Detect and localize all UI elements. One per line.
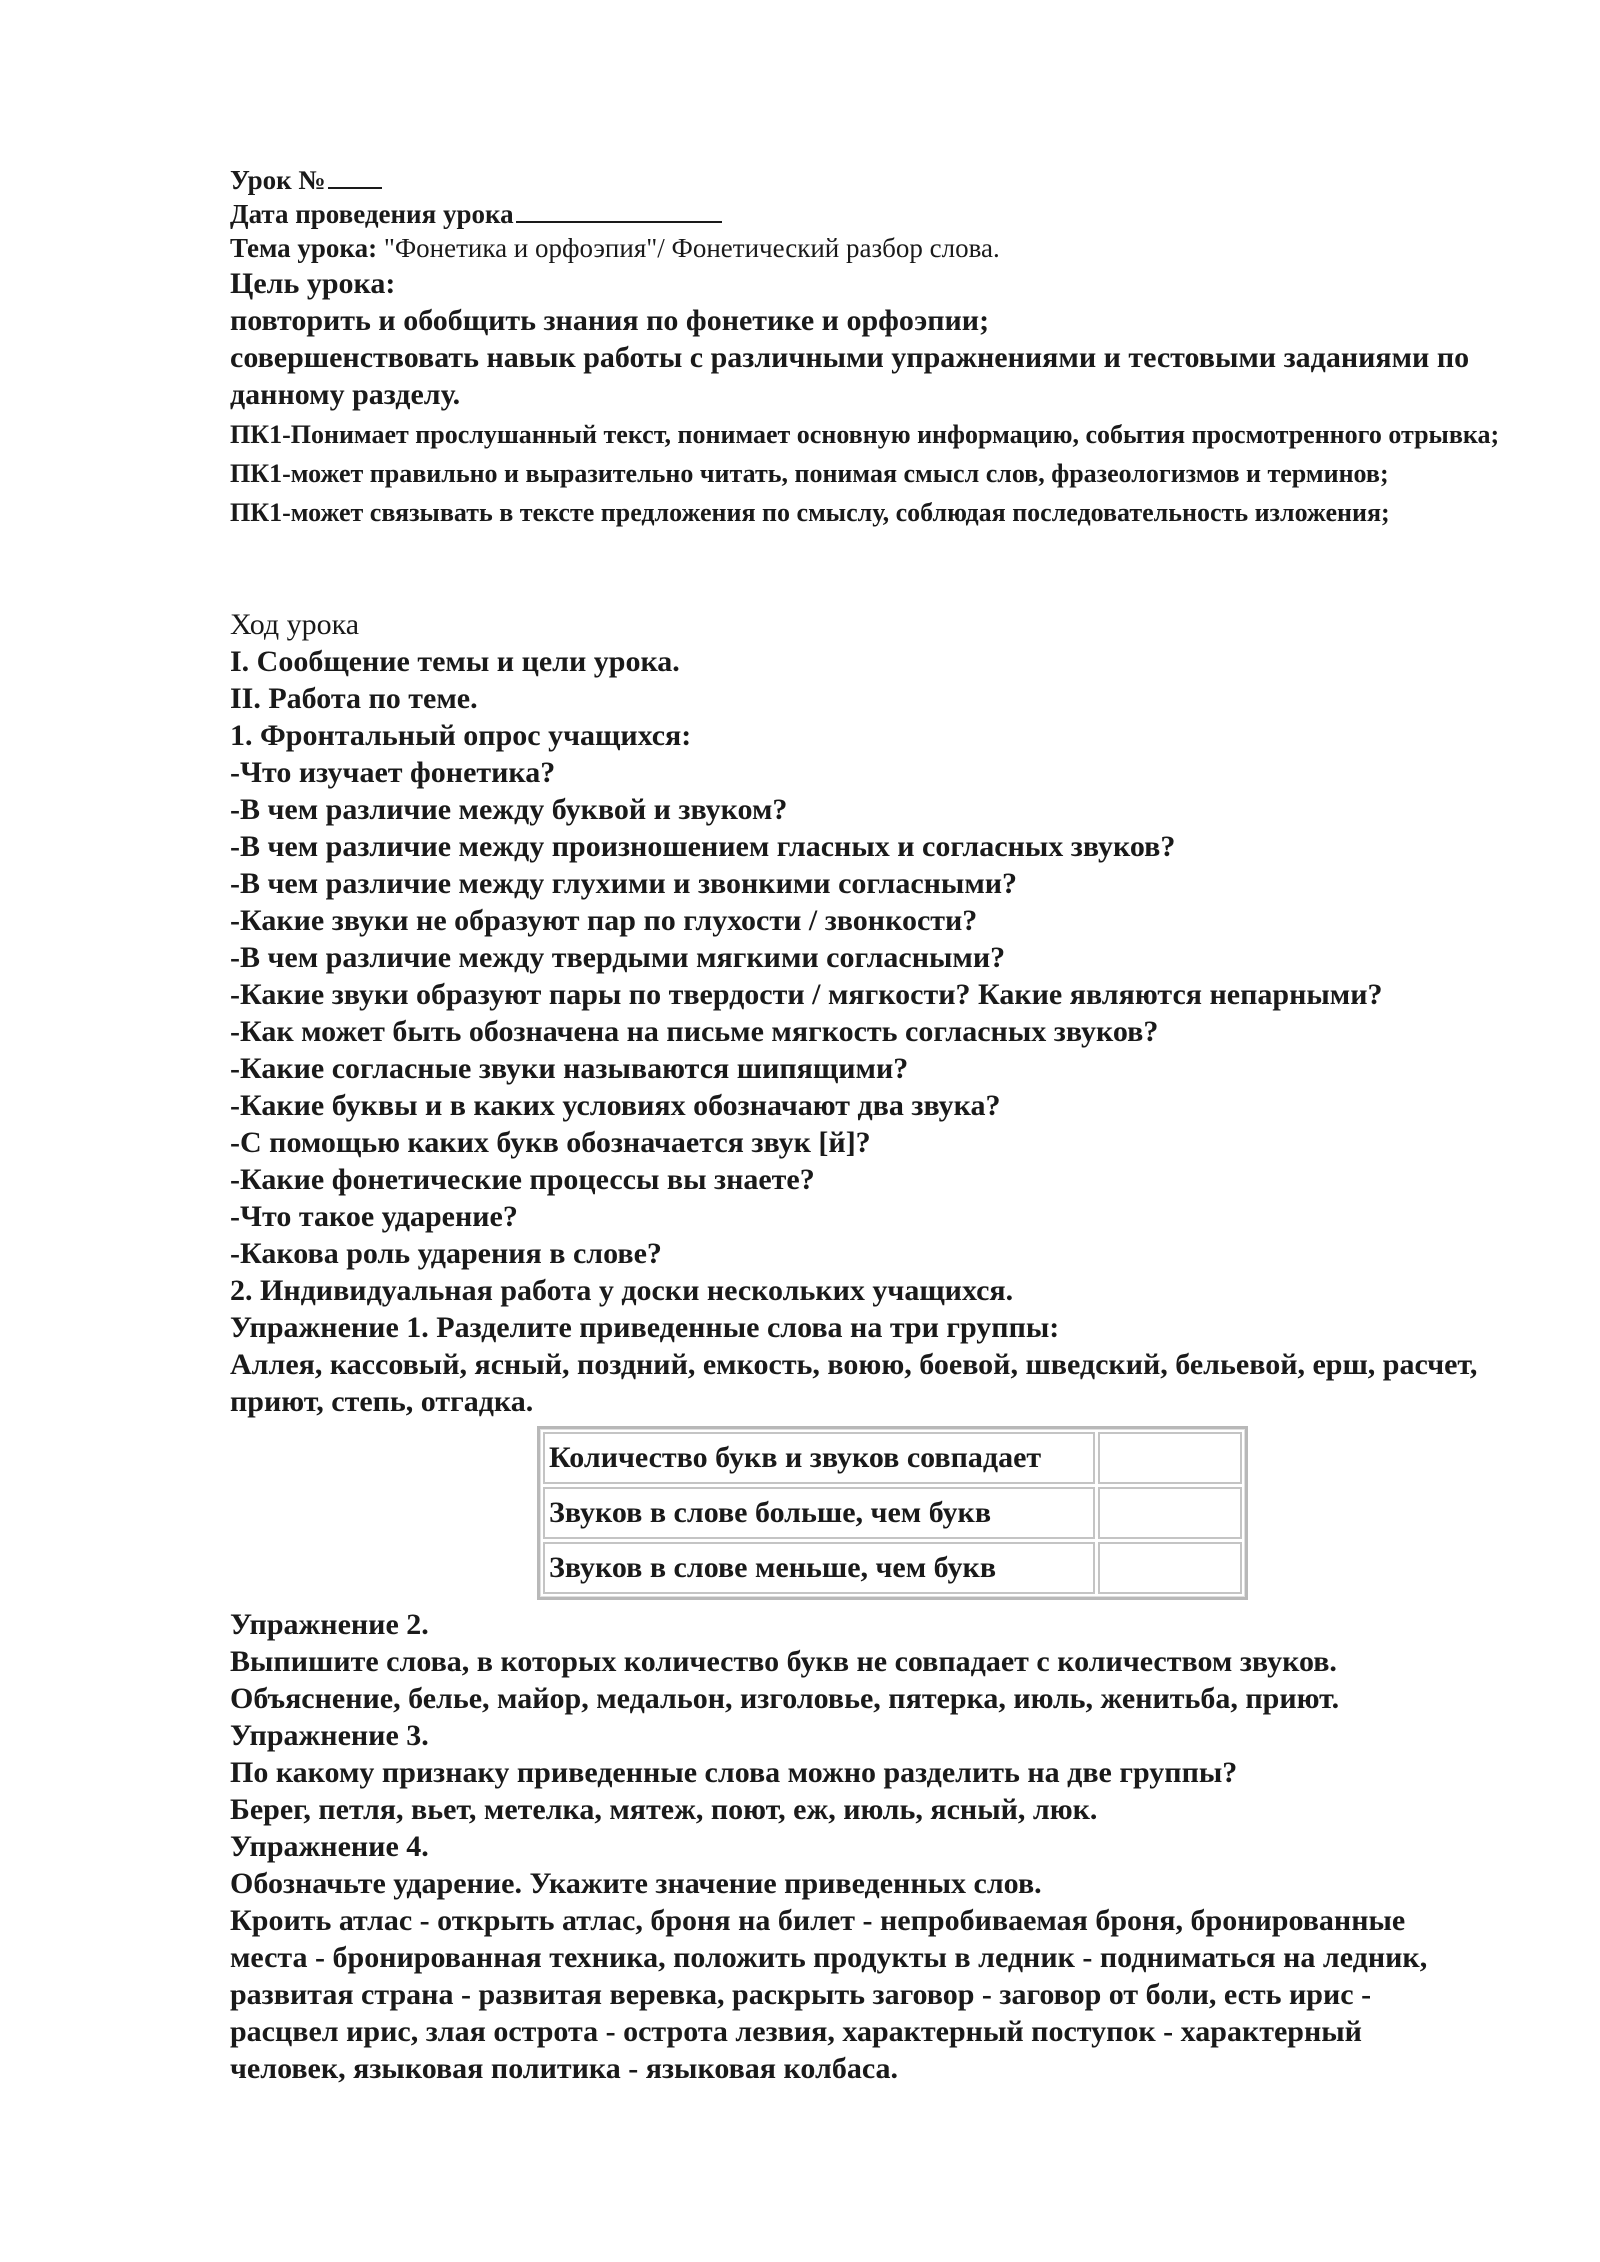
survey-question: -С помощью каких букв обозначается звук [й]?: [230, 1126, 871, 1159]
survey-question: -Какие звуки образуют пары по твердости / мягкости? Какие являются непарными?: [230, 978, 1383, 1011]
survey-question: -В чем различие между буквой и звуком?: [230, 793, 788, 826]
course-step-1: I. Сообщение темы и цели урока.: [230, 645, 680, 678]
exercise-3-words: Берег, петля, вьет, метелка, мятеж, поют, еж, июль, ясный, люк.: [230, 1793, 1098, 1826]
exercise-2-words: Объяснение, белье, майор, медальон, изголовье, пятерка, июль, женитьба, приют.: [230, 1682, 1340, 1715]
lesson-number-line: [230, 163, 1550, 197]
exercise-4-line: человек, языковая политика - языковая колбаса.: [230, 2052, 899, 2085]
course-title: Ход урока: [230, 608, 360, 641]
lesson-goal-label: Цель урока:: [230, 267, 396, 300]
outcomes-list: [230, 415, 1550, 532]
survey-question: -В чем различие между произношением гласных и согласных звуков?: [230, 830, 1176, 863]
survey-questions: [230, 754, 1550, 1272]
lesson-goal-2: совершенствовать навык работы с различными упражнениями и тестовыми заданиями по данному разделу.: [230, 341, 1470, 411]
table-cell-answer[interactable]: [1098, 1432, 1242, 1484]
outcome-item: ПК1-Понимает прослушанный текст, понимает основную информацию, события просмотренного отрывка;: [230, 420, 1500, 449]
document-content: [230, 163, 1550, 2087]
spacer: [230, 532, 1550, 606]
exercise-4-line: места - бронированная техника, положить продукты в ледник - подниматься на ледник,: [230, 1941, 1428, 1974]
exercise-1-table-wrap: [537, 1426, 1550, 1600]
exercise-3-title: Упражнение 3.: [230, 1719, 429, 1752]
exercise-4-line: Кроить атлас - открыть атлас, броня на билет - непробиваемая броня, бронированные: [230, 1904, 1406, 1937]
survey-question: -Какие согласные звуки называются шипящими?: [230, 1052, 909, 1085]
lesson-date-line: [230, 197, 1550, 231]
survey-question: -В чем различие между глухими и звонкими согласными?: [230, 867, 1018, 900]
outcome-item: ПК1-может связывать в тексте предложения по смыслу, соблюдая последовательность изложения;: [230, 498, 1390, 527]
table-row: [543, 1432, 1242, 1484]
exercise-4-title: Упражнение 4.: [230, 1830, 429, 1863]
survey-question: -Какие фонетические процессы вы знаете?: [230, 1163, 815, 1196]
course-step-2: II. Работа по теме.: [230, 682, 478, 715]
exercise-2-task: Выпишите слова, в которых количество букв не совпадает с количеством звуков.: [230, 1645, 1337, 1678]
exercise-4-task: Обозначьте ударение. Укажите значение приведенных слов.: [230, 1867, 1042, 1900]
table-row: [543, 1542, 1242, 1594]
survey-question: -Какие звуки не образуют пар по глухости / звонкости?: [230, 904, 978, 937]
exercise-1-title: Упражнение 1. Разделите приведенные слова на три группы:: [230, 1311, 1060, 1344]
lesson-goal-1: повторить и обобщить знания по фонетике и орфоэпии;: [230, 304, 990, 337]
exercise-3-task: По какому признаку приведенные слова можно разделить на две группы?: [230, 1756, 1238, 1789]
lesson-number-label: Урок №: [230, 165, 326, 195]
survey-question: -В чем различие между твердыми мягкими согласными?: [230, 941, 1006, 974]
table-row: [543, 1487, 1242, 1539]
survey-question: -Какие буквы и в каких условиях обозначают два звука?: [230, 1089, 1001, 1122]
survey-title: 1. Фронтальный опрос учащихся:: [230, 719, 692, 752]
lesson-number-blank: [328, 165, 382, 189]
survey-question: -Как может быть обозначена на письме мягкость согласных звуков?: [230, 1015, 1159, 1048]
exercise-4-line: расцвел ирис, злая острота - острота лезвия, характерный поступок - характерный: [230, 2015, 1362, 2048]
exercise-1-table: [537, 1426, 1248, 1600]
exercise-4-line: развитая страна - развитая веревка, раскрыть заговор - заговор от боли, есть ирис -: [230, 1978, 1372, 2011]
lesson-date-label: Дата проведения урока: [230, 199, 514, 229]
survey-question: -Что изучает фонетика?: [230, 756, 556, 789]
individual-work-title: 2. Индивидуальная работа у доски нескольких учащихся.: [230, 1274, 1014, 1307]
lesson-topic-label: Тема урока:: [230, 233, 378, 263]
lesson-topic-value: "Фонетика и орфоэпия"/ Фонетический разбор слова.: [377, 233, 1000, 263]
survey-question: -Что такое ударение?: [230, 1200, 518, 1233]
exercise-2-title: Упражнение 2.: [230, 1608, 429, 1641]
table-cell-label: Звуков в слове меньше, чем букв: [543, 1542, 1095, 1594]
table-cell-answer[interactable]: [1098, 1542, 1242, 1594]
lesson-date-blank: [516, 199, 722, 223]
table-cell-label: Звуков в слове больше, чем букв: [543, 1487, 1095, 1539]
survey-question: -Какова роль ударения в слове?: [230, 1237, 662, 1270]
table-cell-answer[interactable]: [1098, 1487, 1242, 1539]
outcome-item: ПК1-может правильно и выразительно читать, понимая смысл слов, фразеологизмов и терминов;: [230, 459, 1389, 488]
exercise-1-words: Аллея, кассовый, ясный, поздний, емкость, воюю, боевой, шведский, бельевой, ерш, расчет, приют, степь, отгадка.: [230, 1348, 1478, 1418]
lesson-topic-line: [230, 231, 1550, 265]
table-cell-label: Количество букв и звуков совпадает: [543, 1432, 1095, 1484]
